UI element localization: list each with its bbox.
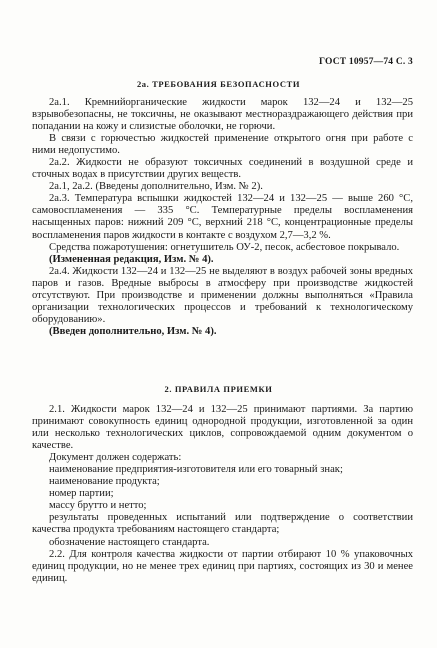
paragraph: 2а.2. Жидкости не образуют токсичных соединений в воздушной среде и сточных водах в присутствии других веществ. — [32, 157, 413, 181]
section-title-acceptance: 2. ПРАВИЛА ПРИЕМКИ — [164, 384, 273, 394]
paragraph: 2а.4. Жидкости 132—24 и 132—25 не выделяют в воздух рабочей зоны вредных паров и газов. Вредные выбросы в атмосферу при производстве жидкостей отсутствуют. При производстве и применении должны выполняться «Правила организации технологических процессов и требований к технологическому оборудованию». — [32, 265, 413, 325]
list-item: массу брутто и нетто; — [49, 500, 147, 512]
paragraph: 2а.1. Кремнийорганические жидкости марок 132—24 и 132—25 взрывобезопасны, не токсичны, не оказывают местнораздражающего действия при попадании на кожу и слизистые оболочки, не горючи. — [32, 97, 413, 133]
section-body-acceptance — [32, 404, 413, 585]
list-item: номер партии; — [49, 488, 114, 500]
page-header: ГОСТ 10957—74 С. 3 — [319, 57, 413, 67]
paragraph: Документ должен содержать: — [49, 452, 182, 464]
list-item: обозначение настоящего стандарта. — [49, 536, 210, 548]
list-item: результаты проведенных испытаний или подтверждение о соответствии качества продукта требованиям настоящего стандарта; — [32, 512, 413, 536]
list-item: наименование предприятия-изготовителя или его товарный знак; — [49, 464, 343, 476]
paragraph: 2а.1, 2а.2. (Введены дополнительно, Изм. № 2). — [49, 181, 263, 193]
section-title-safety: 2а. ТРЕБОВАНИЯ БЕЗОПАСНОСТИ — [136, 79, 301, 89]
section-body-safety — [32, 97, 413, 338]
paragraph: В связи с горючестью жидкостей применение открытого огня при работе с ними недопустимо. — [32, 133, 413, 157]
paragraph: Средства пожаротушения: огнетушитель ОУ-2, песок, асбестовое покрывало. — [49, 241, 400, 253]
amendment-note: (Измененная редакция, Изм. № 4). — [49, 253, 214, 265]
paragraph: 2.2. Для контроля качества жидкости от партии отбирают 10 % упаковочных единиц продукции, но не менее трех единиц при партиях, состоящих из 30 и менее единиц. — [32, 548, 413, 584]
amendment-note: (Введен дополнительно, Изм. № 4). — [49, 325, 217, 337]
paragraph: 2.1. Жидкости марок 132—24 и 132—25 принимают партиями. За партию принимают совокупность единиц однородной продукции, изготовленной за один или несколько технологических циклов, сопровождаемой одним документом о качестве. — [32, 404, 413, 452]
list-item: наименование продукта; — [49, 476, 160, 488]
paragraph: 2а.3. Температура вспышки жидкостей 132—24 и 132—25 — выше 260 °С, самовоспламенения — 335 °С. Температурные пределы воспламенения насыщенных паров: нижний 209 °С, верхний 218 °С, концентрационные пределы воспламенения паров жидкости в контакте с воздухом 2,7—3,2 %. — [32, 193, 413, 241]
